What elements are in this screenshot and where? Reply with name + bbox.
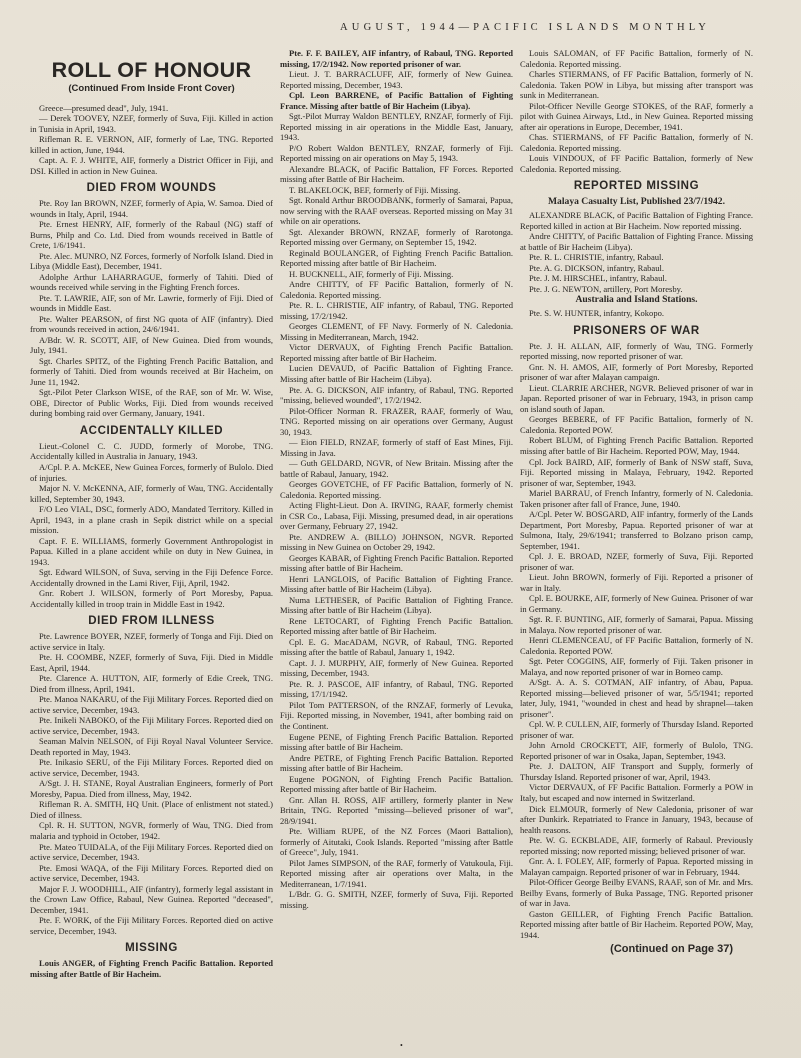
column-2-entries bbox=[280, 48, 513, 910]
entry-paragraph: Pte. H. COOMBE, NZEF, formerly of Suva, Fiji. Died in Middle East, April, 1944. bbox=[30, 652, 273, 673]
entry-paragraph: Pte. ANDREW A. (BILLO) JOHNSON, NGVR. Reported missing in New Guinea on October 29, 1942. bbox=[280, 531, 513, 553]
section-heading: ACCIDENTALLY KILLED bbox=[79, 424, 224, 437]
entry-paragraph: Georges GOVETCHE, of FF Pacific Battalion, formerly of N. Caledonia. Reported missing. bbox=[280, 479, 513, 500]
entry-paragraph: Cpl. J. E. BROAD, NZEF, formerly of Suva, Fiji. Reported prisoner of war. bbox=[520, 551, 753, 572]
entry-paragraph: Sgt. Peter COGGINS, AIF, formerly of Fiji. Taken prisoner in Malaya, and now reported prisoner of war in Borneo camp. bbox=[520, 656, 753, 677]
entry-paragraph: Pte. R. L. CHRISTIE, infantry, Rabaul. bbox=[529, 252, 664, 263]
entry-paragraph: Rene LETOCART, of Fighting French Pacific Battalion. Reported missing after battle of Bir Hacheim. bbox=[280, 615, 513, 637]
entry-paragraph: Pte. Roy Ian BROWN, NZEF, formerly of Apia, W. Samoa. Died of wounds in Italy, April, 1944. bbox=[30, 198, 273, 219]
entry-paragraph: Capt. A. F. J. WHITE, AIF, formerly a District Officer in Fiji, and DSI. Killed in action in New Guinea. bbox=[30, 155, 273, 176]
entry-paragraph: Major N. V. McKENNA, AIF, formerly of Wau, TNG. Accidentally killed, September 30, 1943. bbox=[30, 483, 273, 504]
entry-paragraph: Cpl. E. G. MacADAM, NGVR, of Rabaul, TNG. Reported missing after the battle of Rabaul, January 1, 1942. bbox=[280, 636, 513, 658]
entry-paragraph: Gnr. N. H. AMOS, AIF, formerly of Port Moresby, Reported prisoner of war after Malayan campaign. bbox=[520, 361, 753, 383]
entry-paragraph: Pilot James SIMPSON, of the RAF, formerly of Vatukoula, Fiji. Reported missing after air operations over Malta, in the Mediterranean, 1/7/1941. bbox=[280, 857, 513, 889]
entry-paragraph: P/O Robert Waldon BENTLEY, RNZAF, formerly of Fiji. Reported missing on air operations on May 5, 1943. bbox=[280, 142, 513, 164]
entry-paragraph: John Arnold CROCKETT, AIF, formerly of Bulolo, TNG. Reported prisoner of war in Osaka, Japan, September, 1943. bbox=[520, 740, 753, 761]
entry-paragraph: Pte. Manoa NAKARU, of the Fiji Military Forces. Reported died on active service, December, 1943. bbox=[30, 694, 273, 715]
entry-paragraph: Pte. Inikasio SERU, of the Fiji Military Forces. Reported died on active service, December, 1943. bbox=[30, 757, 273, 778]
entry-paragraph: F/O Leo VIAL, DSC, formerly ADO, Mandated Territory. Killed in April, 1943, in a plane crash in Sepik district while on a special mission. bbox=[30, 504, 273, 536]
entry-paragraph: Pte. J. G. NEWTON, artillery, Port Moresby. bbox=[529, 283, 683, 294]
entry-paragraph: Lieut. J. T. BARRACLUFF, AIF, formerly of New Guinea. Reported missing, December, 1943. bbox=[280, 69, 513, 90]
entry-paragraph: Pte. Alec. MUNRO, NZ Forces, formerly of Norfolk Island. Died in Libya (Middle East), December, 1941. bbox=[30, 250, 273, 272]
entry-paragraph: Numa LETHESER, of Pacific Battalion of Fighting France. Missing after battle of Bir Hacheim (Libya). bbox=[280, 594, 513, 616]
entry-paragraph: Capt. J. J. MURPHY, AIF, formerly of New Guinea. Reported missing, December, 1943. bbox=[280, 657, 513, 679]
entry-paragraph: Pte. Mateo TUIDALA, of the Fiji Military Forces. Reported died on active service, December, 1943. bbox=[30, 841, 273, 863]
column-1 bbox=[30, 48, 273, 979]
entry-paragraph: Pilot-Officer Norman R. FRAZER, RAAF, formerly of Wau, TNG. Reported missing on air operations over Germany, August 30, 1943. bbox=[280, 405, 513, 437]
entry-paragraph: Andre CHITTY, of Pacific Battalion of Fighting France. Missing at battle of Bir Hacheim (Libya). bbox=[520, 231, 753, 252]
entry-paragraph: Pte. Clarence A. HUTTON, AIF, formerly of Edie Creek, TNG. Died from illness, April, 1941. bbox=[30, 673, 273, 694]
entry-paragraph: A/Sgt. J. H. STANE, Royal Australian Engineers, formerly of Port Moresby, Papua. Died from illness, May, 1942. bbox=[30, 778, 273, 799]
entry-paragraph: Pte. W. G. ECKBLADE, AIF, formerly of Rabaul. Previously reported missing; now reported missing; believed prisoner of war. bbox=[520, 835, 753, 856]
entry-paragraph: Seaman Malvin NELSON, of Fiji Royal Naval Volunteer Service. Death reported in May, 1943. bbox=[30, 736, 273, 757]
entry-paragraph: Pte. Ernest HENRY, AIF, formerly of the Rabaul (NG) staff of Burns, Philp and Co. Ltd. Died from wounds received in Battle of Crete, 1/6/1941. bbox=[30, 219, 273, 251]
entry-paragraph: Louis VINDOUX, of FF Pacific Battalion, formerly of New Caledonia. Reported missing. bbox=[520, 153, 753, 174]
section-heading: DIED FROM WOUNDS bbox=[86, 182, 217, 195]
entry-paragraph: H. BUCKNELL, AIF, formerly of Fiji. Missing. bbox=[289, 268, 454, 279]
entry-paragraph: Robert BLUM, of Fighting French Pacific Battalion. Reported missing after battle of Bir Hacheim. Reported POW, May, 1944. bbox=[520, 435, 753, 456]
entry-paragraph: Pte. Inikeli NABOKO, of the Fiji Military Forces. Reported died on active service, December, 1943. bbox=[30, 715, 273, 736]
entry-paragraph: Major F. J. WOODHILL, AIF (infantry), formerly legal assistant in the Crown Law Office, Rabaul, New Guinea. Reported "deceased", December, 1941. bbox=[30, 883, 273, 915]
entry-paragraph: Greece—presumed dead", July, 1941. bbox=[39, 102, 169, 113]
section-heading: PRISONERS OF WAR bbox=[573, 324, 700, 337]
entry-paragraph: Pte. F. WORK, of the Fiji Military Forces. Reported died on active service, December, 1943. bbox=[30, 915, 273, 936]
entry-paragraph: — Guth GELDARD, NGVR, of New Britain. Missing after the battle of Rabaul, January, 1942. bbox=[280, 458, 513, 479]
entry-paragraph: Pte. William RUPE, of the NZ Forces (Maori Battalion), formerly of Aitutaki, Cook Islands. Reported "missing after Battle of Greece", July, 1941. bbox=[280, 826, 513, 858]
entry-paragraph: Louis SALOMAN, of FF Pacific Battalion, formerly of N. Caledonia. Reported missing. bbox=[520, 48, 753, 69]
entry-paragraph: Adolphe Arthur LAHARRAGUE, formerly of Tahiti. Died of wounds received while serving in the Fighting French forces. bbox=[30, 271, 273, 293]
entry-paragraph: Eugene POGNON, of Fighting French Pacific Battalion. Reported missing after battle of Bir Hacheim. bbox=[280, 773, 513, 795]
column-3 bbox=[520, 48, 753, 955]
entry-paragraph: Lucien DEVAUD, of Pacific Battalion of Fighting France. Missing after battle of Bir Hacheim (Libya). bbox=[280, 363, 513, 384]
entry-paragraph: Pte. R. J. PASCOE, AIF infantry, of Rabaul, TNG. Reported missing, 17/1/1942. bbox=[280, 678, 513, 700]
entry-paragraph: Georges KABAR, of Fighting French Pacific Battalion. Reported missing after battle of Bir Hacheim. bbox=[280, 552, 513, 574]
entry-paragraph: Pte. F. F. BAILEY, AIF infantry, of Rabaul, TNG. Reported missing, 17/2/1942. Now reported prisoner of war. bbox=[280, 48, 513, 69]
entry-paragraph: Louis ANGER, of Fighting French Pacific Battalion. Reported missing after Battle of Bir Hacheim. bbox=[30, 958, 273, 979]
entry-paragraph: Capt. F. E. WILLIAMS, formerly Government Anthropologist in Papua. Killed in a plane accident while on duty in New Guinea, in 1943. bbox=[30, 535, 273, 567]
entry-paragraph: Lieut. CLARRIE ARCHER, NGVR. Believed prisoner of war in Japan. Reported prisoner of war in February, 1943, in prison camp on island south of Japan. bbox=[520, 382, 753, 414]
entry-paragraph: Henri CLEMENCEAU, of FF Pacific Battalion, formerly of N. Caledonia. Reported POW. bbox=[520, 635, 753, 656]
entry-paragraph: Pilot-Officer Neville George STOKES, of the RAF, formerly a pilot with Guinea Airways, Ltd., in New Guinea. Reported missing after air operations in Europe, December, 1941. bbox=[520, 100, 753, 132]
continued-note: (Continued on Page 37) bbox=[610, 943, 733, 956]
entry-paragraph: Victor DERVAUX, of Fighting French Pacific Battalion. Reported missing after battle of Bir Hacheim. bbox=[280, 342, 513, 363]
entry-paragraph: Rifleman R. E. VERNON, AIF, formerly of Lae, TNG. Reported killed in action, June, 1944. bbox=[30, 134, 273, 155]
entry-paragraph: Sgt. Charles SPITZ, of the Fighting French Pacific Battalion, and formerly of Tahiti. Died from wounds received at Bir Hacheim, on June 11, 1942. bbox=[30, 355, 273, 387]
entry-paragraph: Eugene PENE, of Fighting French Pacific Battalion. Reported missing after battle of Bir Hacheim. bbox=[280, 731, 513, 753]
entry-paragraph: Gaston GEILLER, of Fighting French Pacific Battalion. Reported missing after battle of Bir Hacheim. Reported POW, May, 1944. bbox=[520, 908, 753, 940]
entry-paragraph: Sgt.-Pilot Murray Waldon BENTLEY, RNZAF, formerly of Fiji. Reported missing in air operations in the Middle East, January, 1943. bbox=[280, 111, 513, 143]
entry-paragraph: Lieut.-Colonel C. C. JUDD, formerly of Morobe, TNG. Accidentally killed in Australia in January, 1943. bbox=[30, 440, 273, 462]
entry-paragraph: Pte. Emosi WAQA, of the Fiji Military Forces. Reported died on active service, December, 1943. bbox=[30, 862, 273, 884]
entry-paragraph: Chas. STIERMANS, of FF Pacific Battalion, formerly of N. Caledonia. Reported missing. bbox=[520, 132, 753, 153]
entry-paragraph: A/Cpl. Peter W. BOSGARD, AIF infantry, formerly of the Lands Department, Port Moresby, Papua. Reported prisoner of war at Sulmona, Italy, 29/6/1941; transferred to Bolzano prison camp, September, 1941. bbox=[520, 509, 753, 551]
entry-paragraph: Pte. A. G. DICKSON, infantry, Rabaul. bbox=[529, 262, 664, 273]
entry-paragraph: Pte. A. G. DICKSON, AIF infantry, of Rabaul, TNG. Reported "missing, believed wounded", 17/2/1942. bbox=[280, 384, 513, 406]
entry-paragraph: Cpl. E. BOURKE, AIF, formerly of New Guinea. Prisoner of war in Germany. bbox=[520, 593, 753, 614]
entry-paragraph: Sgt.-Pilot Peter Clarkson WISE, of the RAF, son of Mr. W. Wise, OBE, Director of Public Works, Fiji. Died from wounds received during bombing raid over Germany, January, 1941. bbox=[30, 387, 273, 419]
entry-paragraph: — Derek TOOVEY, NZEF, formerly of Suva, Fiji. Killed in action in Tunisia in April, 1943. bbox=[30, 113, 273, 134]
sub-heading: Malaya Casualty List, Published 23/7/1942. bbox=[548, 196, 725, 208]
entry-paragraph: Cpl. Leon BARRENE, of Pacific Battalion of Fighting France. Missing after battle of Bir Hacheim (Libya). bbox=[280, 90, 513, 111]
entry-paragraph: Pte. Lawrence BOYER, NZEF, formerly of Tonga and Fiji. Died on active service in Italy. bbox=[30, 631, 273, 652]
entry-paragraph: A/Sgt. A. A. S. COTMAN, AIF infantry, of Abau, Papua. Reported missing—believed prisoner of war, 5/5/1941; reported later, July, 1941, "wounded in chest and head by shrapnel—taken prisoner". bbox=[520, 677, 753, 719]
entry-paragraph: T. BLAKELOCK, BEF, formerly of Fiji. Missing. bbox=[289, 184, 461, 195]
entry-paragraph: Andre CHITTY, of FF Pacific Battalion, formerly of N. Caledonia. Reported missing. bbox=[280, 279, 513, 300]
entry-paragraph: Cpl. R. H. SUTTON, NGVR, formerly of Wau, TNG. Died from malaria and typhoid in October, 1942. bbox=[30, 820, 273, 841]
page-mark: • bbox=[400, 1041, 403, 1050]
running-head: AUGUST, 1944—PACIFIC ISLANDS MONTHLY bbox=[340, 22, 711, 33]
entry-paragraph: Georges BEBERE, of FF Pacific Battalion, formerly of N. Caledonia. Reported POW. bbox=[520, 414, 753, 435]
entry-paragraph: Mariel BARRAU, of French Infantry, formerly of N. Caledonia. Taken prisoner after fall of France, June, 1940. bbox=[520, 488, 753, 509]
entry-paragraph: ALEXANDRE BLACK, of Pacific Battalion of Fighting France. Reported killed in action at Bir Hacheim. Now reported missing. bbox=[520, 210, 753, 231]
section-heading: MISSING bbox=[125, 942, 178, 955]
entry-paragraph: Pilot-Officer George Beilby EVANS, RAAF, son of Mr. and Mrs. Beilby Evans, formerly of Buka Passage, TNG. Reported prisoner of war in Java. bbox=[520, 877, 753, 909]
entry-paragraph: Sgt. Ronald Arthur BROODBANK, formerly of Samarai, Papua, now serving with the RAAF overseas. Reported missing on May 31 while on air operations. bbox=[280, 195, 513, 227]
entry-paragraph: Alexandre BLACK, of Pacific Battalion, FF Forces. Reported missing after Battle of Bir Hacheim. bbox=[280, 163, 513, 185]
subhead: (Continued From Inside Front Cover) bbox=[68, 83, 235, 94]
entry-paragraph: Gnr. Robert J. WILSON, formerly of Port Moresby, Papua. Accidentally killed in troop train in Middle East in 1942. bbox=[30, 588, 273, 609]
entry-paragraph: Reginald BOULANGER, of Fighting French Pacific Battalion. Reported missing after battle of Bir Hacheim. bbox=[280, 247, 513, 269]
entry-paragraph: Lieut. John BROWN, formerly of Fiji. Reported a prisoner of war in Italy. bbox=[520, 572, 753, 593]
entry-paragraph: Pte. J. DALTON, AIF Transport and Supply, formerly of Thursday Island. Reported prisoner of war, April, 1943. bbox=[520, 761, 753, 782]
entry-paragraph: Victor DERVAUX, of FF Pacific Battalion. Formerly a POW in Italy, but escaped and now interned in Switzerland. bbox=[520, 782, 753, 803]
column-3-entries bbox=[520, 48, 753, 940]
column-2 bbox=[280, 48, 513, 910]
entry-paragraph: Andre PETRE, of Fighting French Pacific Battalion. Reported missing after battle of Bir Hacheim. bbox=[280, 752, 513, 774]
entry-paragraph: A/Bdr. W. R. SCOTT, AIF, of New Guinea. Died from wounds, July, 1941. bbox=[30, 334, 273, 356]
entry-paragraph: Pte. J. H. ALLAN, AIF, formerly of Wau, TNG. Formerly reported missing, now reported prisoner of war. bbox=[520, 340, 753, 362]
headline: ROLL OF HONOUR bbox=[51, 58, 252, 82]
entry-paragraph: L/Bdr. G. G. SMITH, NZEF, formerly of Suva, Fiji. Reported missing. bbox=[280, 889, 513, 910]
entry-paragraph: Pte. J. M. HIRSCHEL, infantry, Rabaul. bbox=[529, 273, 667, 284]
entry-paragraph: Sgt. Edward WILSON, of Suva, serving in the Fiji Defence Force. Accidentally drowned in the Lami River, Fiji, April, 1942. bbox=[30, 567, 273, 588]
section-heading: REPORTED MISSING bbox=[573, 180, 700, 193]
entry-paragraph: Georges CLEMENT, of FF Navy. Formerly of N. Caledonia. Missing in Mediterranean, March, 1942. bbox=[280, 321, 513, 342]
entry-paragraph: Gnr. A. I. FOLEY, AIF, formerly of Papua. Reported missing in Malayan campaign. Reported prisoner of war in February, 1944. bbox=[520, 856, 753, 877]
entry-paragraph: Pte. T. LAWRIE, AIF, son of Mr. Lawrie, formerly of Fiji. Died of wounds in Middle East. bbox=[30, 292, 273, 314]
entry-paragraph: Cpl. W. P. CULLEN, AIF, formerly of Thursday Island. Reported prisoner of war. bbox=[520, 719, 753, 740]
entry-paragraph: Dick ELMOUR, formerly of New Caledonia, prisoner of war after Dunkirk. Repatriated to France in January, 1943, because of health reasons. bbox=[520, 803, 753, 835]
section-heading: DIED FROM ILLNESS bbox=[88, 615, 215, 628]
entry-paragraph: — Eion FIELD, RNZAF, formerly of staff of East Mines, Fiji. Missing in Java. bbox=[280, 437, 513, 458]
entry-paragraph: A/Cpl. P. A. McKEE, New Guinea Forces, formerly of Bulolo. Died of injuries. bbox=[30, 461, 273, 483]
entry-paragraph: Gnr. Allan H. ROSS, AIF artillery, formerly planter in New Britain, TNG. Reported "missing—believed prisoner of war", 28/9/1941. bbox=[280, 794, 513, 826]
sub-heading: Australia and Island Stations. bbox=[575, 294, 698, 306]
entry-paragraph: Rifleman R. A. SMITH, HQ Unit. (Place of enlistment not stated.) Died of illness. bbox=[30, 799, 273, 820]
entry-paragraph: Pte. Walter PEARSON, of first NG quota of AIF (infantry). Died from wounds received in action, 24/6/1941. bbox=[30, 313, 273, 335]
entry-paragraph: Henri LANGLOIS, of Pacific Battalion of Fighting France. Missing after battle of Bir Hacheim (Libya). bbox=[280, 573, 513, 595]
entry-paragraph: Charles STIERMANS, of FF Pacific Battalion, formerly of N. Caledonia. Taken POW in Libya, but missing after transport was sunk in Mediterranean. bbox=[520, 69, 753, 101]
entry-paragraph: Pte. S. W. HUNTER, infantry, Kokopo. bbox=[529, 308, 665, 319]
column-1-entries bbox=[30, 103, 273, 980]
entry-paragraph: Sgt. Alexander BROWN, RNZAF, formerly of Rarotonga. Reported missing over Germany, on September 15, 1942. bbox=[280, 226, 513, 248]
entry-paragraph: Acting Flight-Lieut. Don A. IRVING, RAAF, formerly chemist in CSR Co., Labasa, Fiji. Missing, presumed dead, in air operations over Germany, February 27, 1942. bbox=[280, 500, 513, 532]
entry-paragraph: Pte. R. L. CHRISTIE, AIF infantry, of Rabaul, TNG. Reported missing, 17/2/1942. bbox=[280, 300, 513, 321]
entry-paragraph: Sgt. R. F. BUNTING, AIF, formerly of Samarai, Papua. Missing in Malaya. Now reported prisoner of war. bbox=[520, 614, 753, 635]
entry-paragraph: Cpl. Jock BAIRD, AIF, formerly of Bank of NSW staff, Suva, Fiji. Reported missing in Malaya, February, 1942. Reported prisoner of war, September, 1943. bbox=[520, 456, 753, 488]
entry-paragraph: Pilot Tom PATTERSON, of the RNZAF, formerly of Levuka, Fiji. Reported missing, in November, 1941, after bombing raid on the Continent. bbox=[280, 699, 513, 731]
